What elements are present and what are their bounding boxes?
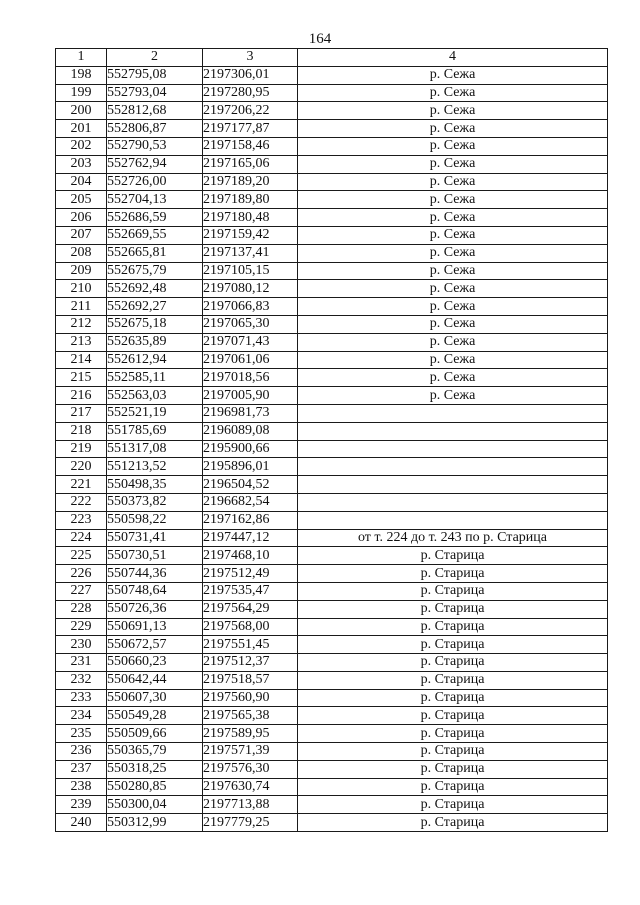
table-row — [56, 689, 608, 707]
point-number-cell: 217 — [56, 404, 107, 422]
x-coordinate-cell: 552793,04 — [107, 84, 203, 102]
description-cell: р. Старица — [298, 689, 608, 707]
description-cell: р. Старица — [298, 600, 608, 618]
point-number-cell: 203 — [56, 155, 107, 173]
table-row — [56, 582, 608, 600]
table-header-row — [56, 49, 608, 67]
y-coordinate-cell: 2197105,15 — [203, 262, 298, 280]
x-coordinate-cell: 551213,52 — [107, 458, 203, 476]
point-number-cell: 216 — [56, 387, 107, 405]
point-number-cell: 240 — [56, 814, 107, 832]
description-cell — [298, 458, 608, 476]
point-number-cell: 211 — [56, 298, 107, 316]
x-coordinate-cell: 550748,64 — [107, 582, 203, 600]
point-number-cell: 223 — [56, 511, 107, 529]
y-coordinate-cell: 2197568,00 — [203, 618, 298, 636]
table-row — [56, 671, 608, 689]
x-coordinate-cell: 550607,30 — [107, 689, 203, 707]
y-coordinate-cell: 2197589,95 — [203, 725, 298, 743]
x-coordinate-cell: 552675,79 — [107, 262, 203, 280]
point-number-cell: 207 — [56, 226, 107, 244]
y-coordinate-cell: 2196981,73 — [203, 404, 298, 422]
description-cell: от т. 224 до т. 243 по р. Старица — [298, 529, 608, 547]
x-coordinate-cell: 552795,08 — [107, 66, 203, 84]
x-coordinate-cell: 552790,53 — [107, 137, 203, 155]
description-cell: р. Старица — [298, 778, 608, 796]
column-header-x: 2 — [107, 49, 203, 67]
point-number-cell: 232 — [56, 671, 107, 689]
x-coordinate-cell: 550731,41 — [107, 529, 203, 547]
table-row — [56, 476, 608, 494]
point-number-cell: 233 — [56, 689, 107, 707]
x-coordinate-cell: 552585,11 — [107, 369, 203, 387]
y-coordinate-cell: 2197162,86 — [203, 511, 298, 529]
x-coordinate-cell: 552612,94 — [107, 351, 203, 369]
x-coordinate-cell: 550312,99 — [107, 814, 203, 832]
x-coordinate-cell: 550373,82 — [107, 493, 203, 511]
y-coordinate-cell: 2197061,06 — [203, 351, 298, 369]
description-cell: р. Сежа — [298, 191, 608, 209]
y-coordinate-cell: 2197468,10 — [203, 547, 298, 565]
y-coordinate-cell: 2197571,39 — [203, 743, 298, 761]
y-coordinate-cell: 2197177,87 — [203, 120, 298, 138]
description-cell — [298, 476, 608, 494]
table-row — [56, 209, 608, 227]
x-coordinate-cell: 550280,85 — [107, 778, 203, 796]
column-header-description: 4 — [298, 49, 608, 67]
description-cell: р. Сежа — [298, 84, 608, 102]
table-row — [56, 743, 608, 761]
y-coordinate-cell: 2197564,29 — [203, 600, 298, 618]
table-row — [56, 280, 608, 298]
description-cell: р. Старица — [298, 565, 608, 583]
table-row — [56, 493, 608, 511]
x-coordinate-cell: 550300,04 — [107, 796, 203, 814]
table-row — [56, 404, 608, 422]
point-number-cell: 237 — [56, 760, 107, 778]
table-row — [56, 760, 608, 778]
table-row — [56, 618, 608, 636]
y-coordinate-cell: 2197447,12 — [203, 529, 298, 547]
point-number-cell: 219 — [56, 440, 107, 458]
table-row — [56, 600, 608, 618]
x-coordinate-cell: 552806,87 — [107, 120, 203, 138]
table-row — [56, 422, 608, 440]
coordinates-table — [55, 48, 608, 832]
table-row — [56, 458, 608, 476]
description-cell — [298, 440, 608, 458]
table-row — [56, 547, 608, 565]
x-coordinate-cell: 550730,51 — [107, 547, 203, 565]
x-coordinate-cell: 552686,59 — [107, 209, 203, 227]
table-row — [56, 529, 608, 547]
y-coordinate-cell: 2195896,01 — [203, 458, 298, 476]
table-row — [56, 137, 608, 155]
table-row — [56, 814, 608, 832]
y-coordinate-cell: 2197066,83 — [203, 298, 298, 316]
table-row — [56, 387, 608, 405]
y-coordinate-cell: 2197158,46 — [203, 137, 298, 155]
table-row — [56, 511, 608, 529]
table-row — [56, 298, 608, 316]
point-number-cell: 206 — [56, 209, 107, 227]
description-cell: р. Старица — [298, 582, 608, 600]
table-row — [56, 84, 608, 102]
column-header-point-number: 1 — [56, 49, 107, 67]
x-coordinate-cell: 550509,66 — [107, 725, 203, 743]
y-coordinate-cell: 2197512,37 — [203, 654, 298, 672]
x-coordinate-cell: 552675,18 — [107, 315, 203, 333]
table-row — [56, 796, 608, 814]
point-number-cell: 221 — [56, 476, 107, 494]
description-cell: р. Старица — [298, 743, 608, 761]
table-row — [56, 369, 608, 387]
point-number-cell: 234 — [56, 707, 107, 725]
y-coordinate-cell: 2197206,22 — [203, 102, 298, 120]
description-cell: р. Старица — [298, 725, 608, 743]
x-coordinate-cell: 550744,36 — [107, 565, 203, 583]
y-coordinate-cell: 2197713,88 — [203, 796, 298, 814]
description-cell: р. Сежа — [298, 351, 608, 369]
description-cell: р. Сежа — [298, 155, 608, 173]
point-number-cell: 210 — [56, 280, 107, 298]
description-cell: р. Сежа — [298, 333, 608, 351]
x-coordinate-cell: 552812,68 — [107, 102, 203, 120]
x-coordinate-cell: 552665,81 — [107, 244, 203, 262]
point-number-cell: 220 — [56, 458, 107, 476]
point-number-cell: 200 — [56, 102, 107, 120]
point-number-cell: 218 — [56, 422, 107, 440]
table-row — [56, 440, 608, 458]
x-coordinate-cell: 550642,44 — [107, 671, 203, 689]
description-cell: р. Сежа — [298, 102, 608, 120]
x-coordinate-cell: 551785,69 — [107, 422, 203, 440]
table-row — [56, 120, 608, 138]
description-cell — [298, 404, 608, 422]
y-coordinate-cell: 2197306,01 — [203, 66, 298, 84]
description-cell: р. Старица — [298, 671, 608, 689]
x-coordinate-cell: 552704,13 — [107, 191, 203, 209]
x-coordinate-cell: 552669,55 — [107, 226, 203, 244]
y-coordinate-cell: 2197551,45 — [203, 636, 298, 654]
point-number-cell: 239 — [56, 796, 107, 814]
description-cell: р. Старица — [298, 707, 608, 725]
description-cell: р. Сежа — [298, 226, 608, 244]
table-row — [56, 654, 608, 672]
description-cell — [298, 493, 608, 511]
y-coordinate-cell: 2197018,56 — [203, 369, 298, 387]
x-coordinate-cell: 550691,13 — [107, 618, 203, 636]
point-number-cell: 229 — [56, 618, 107, 636]
table-row — [56, 707, 608, 725]
table-row — [56, 102, 608, 120]
y-coordinate-cell: 2197576,30 — [203, 760, 298, 778]
x-coordinate-cell: 550672,57 — [107, 636, 203, 654]
y-coordinate-cell: 2197779,25 — [203, 814, 298, 832]
table-row — [56, 778, 608, 796]
y-coordinate-cell: 2197535,47 — [203, 582, 298, 600]
y-coordinate-cell: 2197560,90 — [203, 689, 298, 707]
table-row — [56, 173, 608, 191]
x-coordinate-cell: 551317,08 — [107, 440, 203, 458]
point-number-cell: 224 — [56, 529, 107, 547]
column-header-y: 3 — [203, 49, 298, 67]
description-cell: р. Сежа — [298, 209, 608, 227]
point-number-cell: 212 — [56, 315, 107, 333]
description-cell: р. Сежа — [298, 173, 608, 191]
x-coordinate-cell: 550726,36 — [107, 600, 203, 618]
table-row — [56, 262, 608, 280]
x-coordinate-cell: 552762,94 — [107, 155, 203, 173]
description-cell: р. Сежа — [298, 262, 608, 280]
description-cell: р. Сежа — [298, 244, 608, 262]
x-coordinate-cell: 550365,79 — [107, 743, 203, 761]
table-row — [56, 565, 608, 583]
point-number-cell: 227 — [56, 582, 107, 600]
point-number-cell: 209 — [56, 262, 107, 280]
x-coordinate-cell: 552563,03 — [107, 387, 203, 405]
description-cell: р. Сежа — [298, 369, 608, 387]
table-row — [56, 333, 608, 351]
point-number-cell: 225 — [56, 547, 107, 565]
point-number-cell: 238 — [56, 778, 107, 796]
point-number-cell: 228 — [56, 600, 107, 618]
point-number-cell: 201 — [56, 120, 107, 138]
x-coordinate-cell: 550549,28 — [107, 707, 203, 725]
point-number-cell: 204 — [56, 173, 107, 191]
table-row — [56, 725, 608, 743]
table-row — [56, 244, 608, 262]
table-row — [56, 155, 608, 173]
y-coordinate-cell: 2197065,30 — [203, 315, 298, 333]
point-number-cell: 214 — [56, 351, 107, 369]
y-coordinate-cell: 2197165,06 — [203, 155, 298, 173]
table-row — [56, 66, 608, 84]
y-coordinate-cell: 2195900,66 — [203, 440, 298, 458]
y-coordinate-cell: 2197280,95 — [203, 84, 298, 102]
y-coordinate-cell: 2197630,74 — [203, 778, 298, 796]
x-coordinate-cell: 552726,00 — [107, 173, 203, 191]
point-number-cell: 205 — [56, 191, 107, 209]
point-number-cell: 235 — [56, 725, 107, 743]
x-coordinate-cell: 550318,25 — [107, 760, 203, 778]
point-number-cell: 213 — [56, 333, 107, 351]
table-row — [56, 226, 608, 244]
description-cell: р. Сежа — [298, 280, 608, 298]
point-number-cell: 230 — [56, 636, 107, 654]
x-coordinate-cell: 550598,22 — [107, 511, 203, 529]
table-row — [56, 636, 608, 654]
description-cell — [298, 511, 608, 529]
y-coordinate-cell: 2196504,52 — [203, 476, 298, 494]
description-cell: р. Сежа — [298, 387, 608, 405]
description-cell: р. Старица — [298, 636, 608, 654]
table-row — [56, 191, 608, 209]
y-coordinate-cell: 2197080,12 — [203, 280, 298, 298]
table-row — [56, 315, 608, 333]
description-cell: р. Сежа — [298, 120, 608, 138]
point-number-cell: 208 — [56, 244, 107, 262]
point-number-cell: 215 — [56, 369, 107, 387]
point-number-cell: 198 — [56, 66, 107, 84]
x-coordinate-cell: 550660,23 — [107, 654, 203, 672]
description-cell: р. Сежа — [298, 315, 608, 333]
description-cell: р. Сежа — [298, 137, 608, 155]
table-row — [56, 351, 608, 369]
table-body — [56, 66, 608, 831]
description-cell: р. Сежа — [298, 66, 608, 84]
point-number-cell: 222 — [56, 493, 107, 511]
y-coordinate-cell: 2197565,38 — [203, 707, 298, 725]
y-coordinate-cell: 2197189,20 — [203, 173, 298, 191]
description-cell: р. Старица — [298, 654, 608, 672]
description-cell: р. Старица — [298, 547, 608, 565]
description-cell: р. Старица — [298, 618, 608, 636]
point-number-cell: 226 — [56, 565, 107, 583]
y-coordinate-cell: 2197071,43 — [203, 333, 298, 351]
y-coordinate-cell: 2196682,54 — [203, 493, 298, 511]
point-number-cell: 236 — [56, 743, 107, 761]
y-coordinate-cell: 2197518,57 — [203, 671, 298, 689]
x-coordinate-cell: 552692,48 — [107, 280, 203, 298]
x-coordinate-cell: 552635,89 — [107, 333, 203, 351]
y-coordinate-cell: 2197189,80 — [203, 191, 298, 209]
x-coordinate-cell: 552521,19 — [107, 404, 203, 422]
description-cell — [298, 422, 608, 440]
y-coordinate-cell: 2196089,08 — [203, 422, 298, 440]
description-cell: р. Старица — [298, 796, 608, 814]
y-coordinate-cell: 2197005,90 — [203, 387, 298, 405]
point-number-cell: 199 — [56, 84, 107, 102]
y-coordinate-cell: 2197137,41 — [203, 244, 298, 262]
description-cell: р. Старица — [298, 814, 608, 832]
description-cell: р. Старица — [298, 760, 608, 778]
y-coordinate-cell: 2197159,42 — [203, 226, 298, 244]
x-coordinate-cell: 550498,35 — [107, 476, 203, 494]
page-number: 164 — [308, 31, 332, 47]
description-cell: р. Сежа — [298, 298, 608, 316]
y-coordinate-cell: 2197512,49 — [203, 565, 298, 583]
point-number-cell: 202 — [56, 137, 107, 155]
x-coordinate-cell: 552692,27 — [107, 298, 203, 316]
y-coordinate-cell: 2197180,48 — [203, 209, 298, 227]
point-number-cell: 231 — [56, 654, 107, 672]
